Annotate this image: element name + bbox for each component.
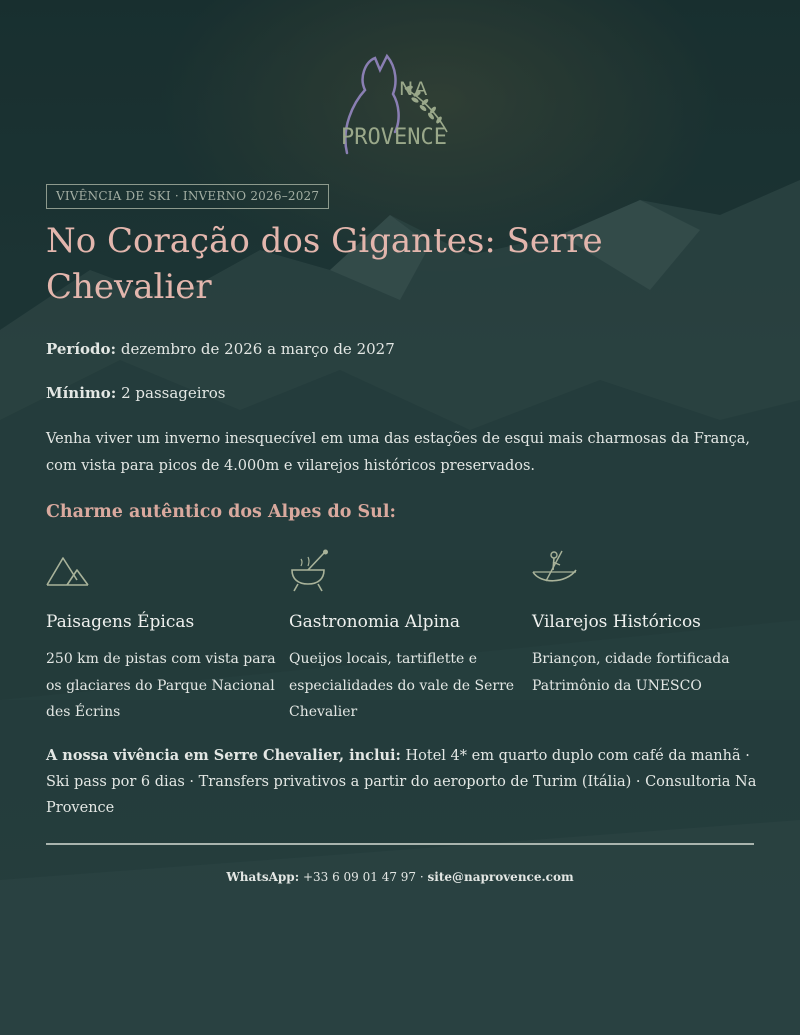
period-value: dezembro de 2026 a março de 2027 bbox=[120, 340, 395, 358]
mountains-icon bbox=[46, 548, 94, 592]
includes-paragraph bbox=[46, 743, 761, 821]
includes-label: A nossa vivência em Serre Chevalier, inclui: bbox=[46, 747, 401, 764]
minimum-value: 2 passageiros bbox=[121, 384, 226, 402]
page-title: No Coração dos Gigantes: Serre Chevalier bbox=[46, 221, 603, 307]
feature-desc: Briançon, cidade fortificada Patrimônio da UNESCO bbox=[532, 651, 730, 694]
feature-landscapes bbox=[46, 548, 276, 720]
feature-title: Gastronomia Alpina bbox=[289, 612, 461, 632]
email-link[interactable]: site@naprovence.com bbox=[427, 870, 574, 884]
logo-text-na: NA bbox=[399, 78, 429, 100]
period-label: Período: bbox=[46, 340, 117, 358]
divider bbox=[46, 843, 754, 845]
feature-gastronomy bbox=[289, 548, 519, 720]
fondue-pot-icon bbox=[289, 548, 337, 592]
whatsapp-number[interactable]: +33 6 09 01 47 97 · bbox=[299, 870, 428, 884]
feature-desc: Queijos locais, tartiflette e especialidades do vale de Serre Chevalier bbox=[289, 651, 515, 720]
whatsapp-label: WhatsApp: bbox=[226, 870, 300, 884]
minimum-label: Mínimo: bbox=[46, 384, 117, 402]
brand-logo bbox=[335, 48, 465, 160]
gondola-boat-icon bbox=[532, 548, 580, 592]
logo-text-provence: PROVENCE bbox=[341, 125, 447, 150]
minimum-line bbox=[46, 384, 225, 402]
category-tag: VIVÊNCIA DE SKI · INVERNO 2026–2027 bbox=[46, 184, 329, 209]
feature-title: Paisagens Épicas bbox=[46, 612, 195, 632]
contact-footer bbox=[0, 870, 800, 884]
includes-text: Hotel 4* em quarto duplo com café da manhã · Ski pass por 6 dias · Transfers privativos a partir do aeroporto de Turim (Itália) · Consultoria Na Provence bbox=[46, 748, 757, 816]
section-subhead: Charme autêntico dos Alpes do Sul: bbox=[46, 502, 396, 522]
period-line bbox=[46, 340, 395, 358]
feature-villages bbox=[532, 548, 762, 694]
intro-paragraph: Venha viver um inverno inesquecível em uma das estações de esqui mais charmosas da França, com vista para picos de 4.000m e vilarejos históricos preservados. bbox=[46, 431, 751, 474]
feature-title: Vilarejos Históricos bbox=[532, 612, 701, 632]
feature-desc: 250 km de pistas com vista para os glaciares do Parque Nacional des Écrins bbox=[46, 651, 276, 720]
